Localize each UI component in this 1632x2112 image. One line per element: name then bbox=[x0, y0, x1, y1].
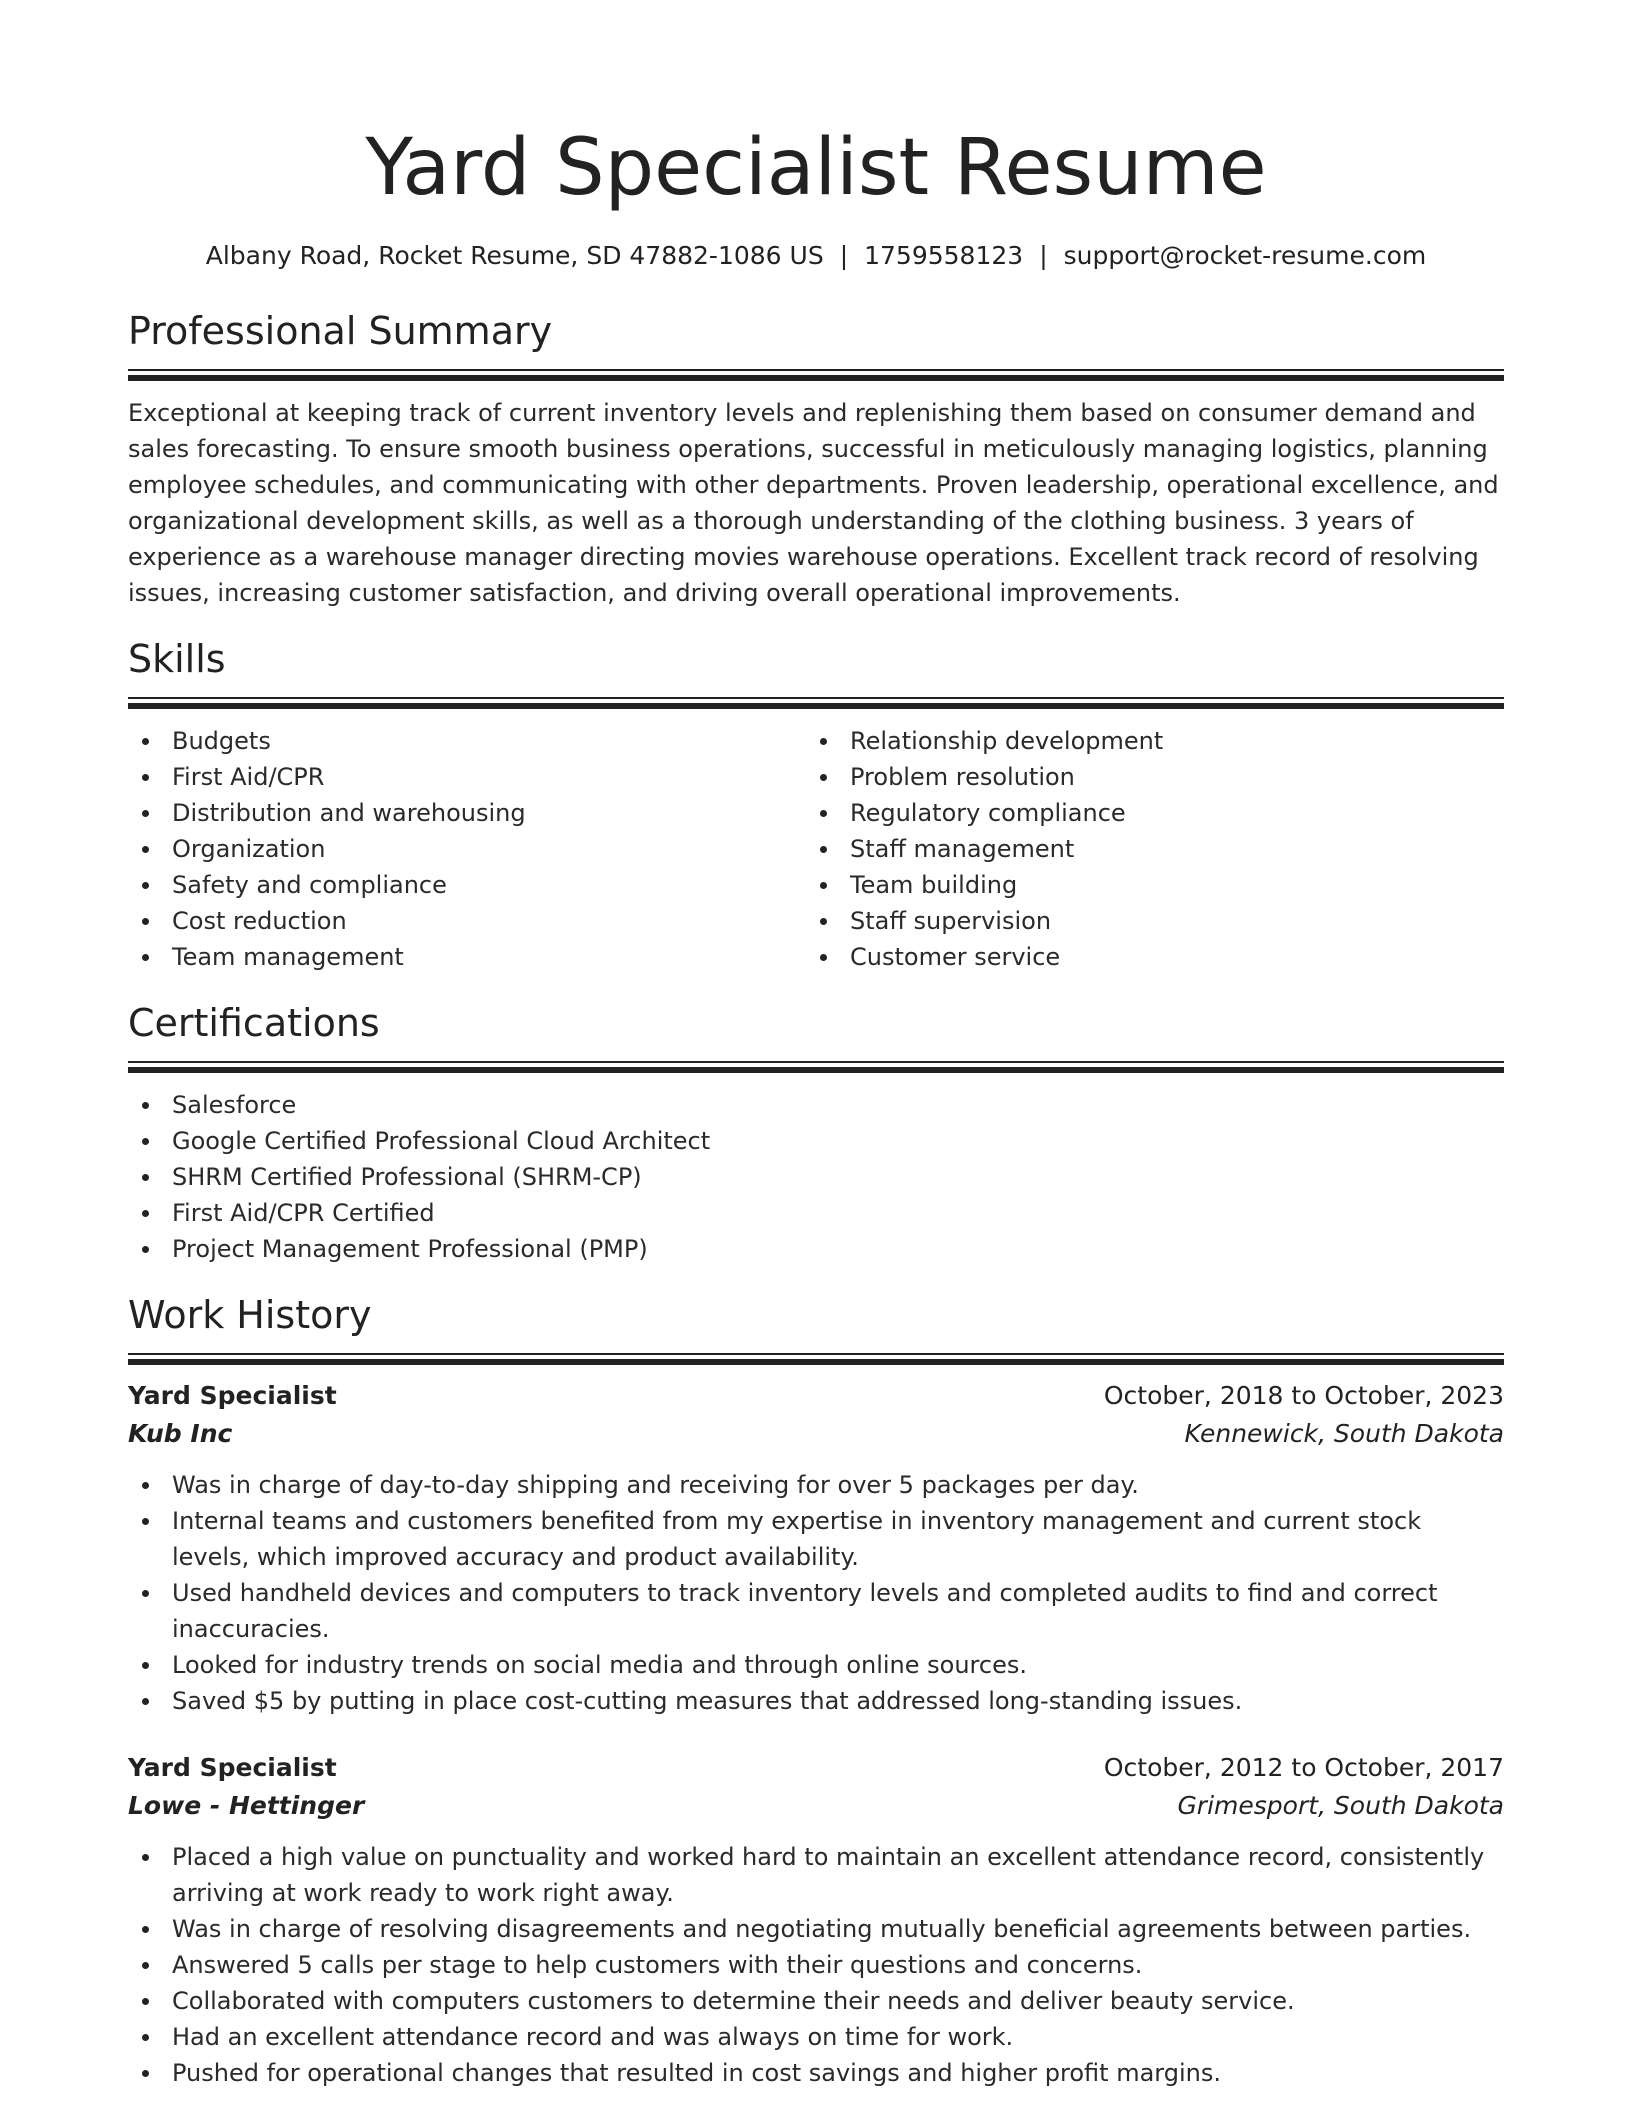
contact-address: Albany Road, Rocket Resume, SD 47882-1086 US bbox=[205, 241, 824, 270]
job-bullet: Was in charge of resolving disagreements and negotiating mutually beneficial agreements between parties. bbox=[128, 1911, 1504, 1947]
skill-item: Staff supervision bbox=[806, 903, 1484, 939]
skills-column-left bbox=[128, 723, 806, 975]
job-bullet: Saved $5 by putting in place cost-cutting measures that addressed long-standing issues. bbox=[128, 1683, 1504, 1719]
skill-item: Problem resolution bbox=[806, 759, 1484, 795]
certification-item: First Aid/CPR Certified bbox=[128, 1195, 1504, 1231]
contact-email: support@rocket-resume.com bbox=[1063, 241, 1427, 270]
skill-item: Relationship development bbox=[806, 723, 1484, 759]
certifications-list bbox=[128, 1087, 1504, 1267]
certification-item: Project Management Professional (PMP) bbox=[128, 1231, 1504, 1267]
skills-list-right bbox=[806, 723, 1484, 975]
contact-separator: | bbox=[1039, 241, 1048, 270]
job-bullet: Pushed for operational changes that resulted in cost savings and higher profit margins. bbox=[128, 2055, 1504, 2091]
skills-section bbox=[128, 635, 1504, 975]
contact-line bbox=[128, 239, 1504, 273]
skills-header bbox=[128, 635, 1504, 709]
section-heading: Skills bbox=[128, 637, 226, 681]
certifications-section bbox=[128, 999, 1504, 1267]
job-location: Kennewick, South Dakota bbox=[1184, 1419, 1504, 1448]
section-heading: Certifications bbox=[128, 1001, 380, 1045]
certifications-header bbox=[128, 999, 1504, 1073]
job-bullet: Internal teams and customers benefited from my expertise in inventory management and current stock levels, which improved accuracy and product availability. bbox=[128, 1503, 1504, 1575]
certification-item: SHRM Certified Professional (SHRM-CP) bbox=[128, 1159, 1504, 1195]
contact-separator: | bbox=[839, 241, 849, 270]
certification-item: Salesforce bbox=[128, 1087, 1504, 1123]
job-company-row bbox=[128, 1787, 1504, 1825]
job-title-row bbox=[128, 1377, 1504, 1415]
skill-item: Staff management bbox=[806, 831, 1484, 867]
job-title-row bbox=[128, 1749, 1504, 1787]
summary-section bbox=[128, 307, 1504, 611]
section-divider bbox=[128, 369, 1504, 381]
skill-item: First Aid/CPR bbox=[128, 759, 806, 795]
job-title: Yard Specialist bbox=[128, 1753, 337, 1782]
skill-item: Budgets bbox=[128, 723, 806, 759]
section-heading: Professional Summary bbox=[128, 309, 553, 353]
work-history-section bbox=[128, 1291, 1504, 2091]
skills-column-right bbox=[806, 723, 1484, 975]
skill-item: Cost reduction bbox=[128, 903, 806, 939]
job-bullets bbox=[128, 1839, 1504, 2091]
job-company: Lowe - Hettinger bbox=[128, 1791, 365, 1820]
job-bullet: Used handheld devices and computers to track inventory levels and completed audits to find and correct inaccuracies. bbox=[128, 1575, 1504, 1647]
section-divider bbox=[128, 1353, 1504, 1365]
skills-list-left bbox=[128, 723, 806, 975]
job-entry bbox=[128, 1377, 1504, 1719]
skill-item: Regulatory compliance bbox=[806, 795, 1484, 831]
work-history-header bbox=[128, 1291, 1504, 1365]
job-dates: October, 2018 to October, 2023 bbox=[1103, 1381, 1504, 1410]
job-bullet: Was in charge of day-to-day shipping and receiving for over 5 packages per day. bbox=[128, 1467, 1504, 1503]
job-bullet: Looked for industry trends on social media and through online sources. bbox=[128, 1647, 1504, 1683]
skill-item: Team building bbox=[806, 867, 1484, 903]
job-title: Yard Specialist bbox=[128, 1381, 337, 1410]
certification-item: Google Certified Professional Cloud Architect bbox=[128, 1123, 1504, 1159]
skill-item: Team management bbox=[128, 939, 806, 975]
job-company: Kub Inc bbox=[128, 1419, 233, 1448]
job-entry bbox=[128, 1749, 1504, 2091]
skill-item: Organization bbox=[128, 831, 806, 867]
section-divider bbox=[128, 1061, 1504, 1073]
job-bullet: Collaborated with computers customers to determine their needs and deliver beauty service. bbox=[128, 1983, 1504, 2019]
resume-title: Yard Specialist Resume bbox=[365, 123, 1267, 213]
skill-item: Safety and compliance bbox=[128, 867, 806, 903]
summary-header bbox=[128, 307, 1504, 381]
job-location: Grimesport, South Dakota bbox=[1177, 1791, 1504, 1820]
skills-grid bbox=[128, 723, 1504, 975]
job-bullets bbox=[128, 1467, 1504, 1719]
job-dates: October, 2012 to October, 2017 bbox=[1103, 1753, 1504, 1782]
summary-text: Exceptional at keeping track of current inventory levels and replenishing them based on consumer demand and sales forecasting. To ensure smooth business operations, successful in meticulously managing logistics, planning employee schedules, and communicating with other departments. Proven leadership, operational excellence, and organizational development skills, as well as a thorough understanding of the clothing business. 3 years of experience as a warehouse manager directing movies warehouse operations. Excellent track record of resolving issues, increasing customer satisfaction, and driving overall operational improvements. bbox=[128, 399, 1499, 607]
skill-item: Distribution and warehousing bbox=[128, 795, 806, 831]
contact-phone: 1759558123 bbox=[864, 241, 1024, 270]
job-bullet: Placed a high value on punctuality and worked hard to maintain an excellent attendance record, consistently arriving at work ready to work right away. bbox=[128, 1839, 1504, 1911]
job-bullet: Answered 5 calls per stage to help customers with their questions and concerns. bbox=[128, 1947, 1504, 1983]
job-bullet: Had an excellent attendance record and was always on time for work. bbox=[128, 2019, 1504, 2055]
job-company-row bbox=[128, 1415, 1504, 1453]
section-divider bbox=[128, 697, 1504, 709]
section-heading: Work History bbox=[128, 1293, 372, 1337]
skill-item: Customer service bbox=[806, 939, 1484, 975]
